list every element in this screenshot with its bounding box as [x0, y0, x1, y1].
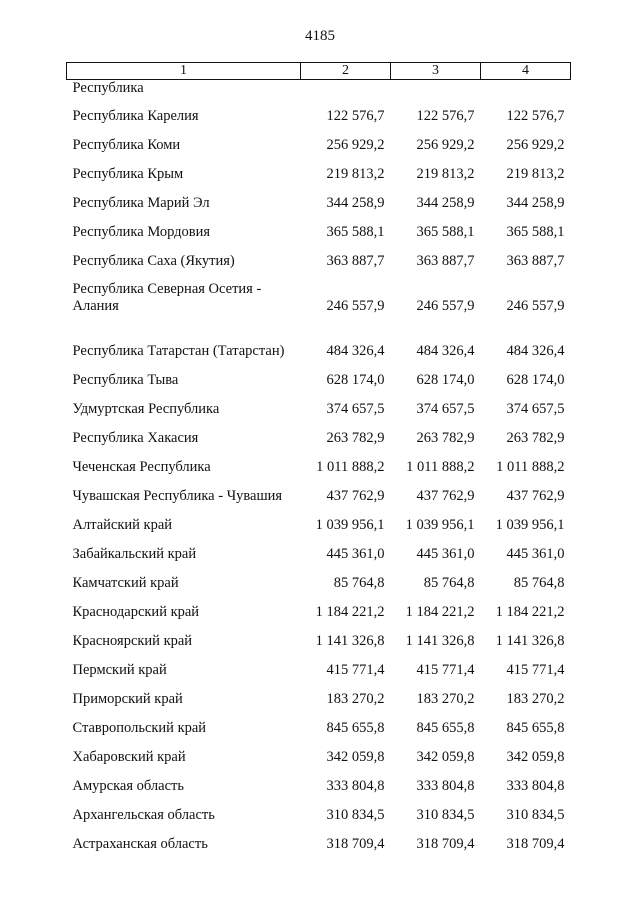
region-name: Краснодарский край — [72, 604, 200, 620]
amount-col-3: 256 929,2 — [416, 137, 475, 153]
amount-col-4: 845 655,8 — [506, 720, 565, 736]
amount-col-4: 484 326,4 — [506, 343, 565, 359]
amount-col-4: 344 258,9 — [506, 195, 565, 211]
amount-col-2: 845 655,8 — [326, 720, 385, 736]
amount-col-2: 246 557,9 — [326, 298, 385, 314]
amount-col-2: 374 657,5 — [326, 401, 385, 417]
amount-col-3: 122 576,7 — [416, 108, 475, 124]
amount-col-4: 1 184 221,2 — [495, 604, 565, 620]
amount-col-3: 628 174,0 — [416, 372, 475, 388]
amount-col-3: 85 764,8 — [423, 575, 475, 591]
amount-col-2: 415 771,4 — [326, 662, 385, 678]
amount-col-2: 183 270,2 — [326, 691, 385, 707]
table-row — [67, 213, 571, 242]
amount-col-2: 256 929,2 — [326, 137, 385, 153]
amount-col-4: 183 270,2 — [506, 691, 565, 707]
table-row — [67, 709, 571, 738]
region-name: Республика Северная Осетия - Алания — [72, 281, 262, 314]
region-name: Республика Саха (Якутия) — [72, 253, 235, 269]
amount-col-2: 484 326,4 — [326, 343, 385, 359]
amount-col-3: 845 655,8 — [416, 720, 475, 736]
amount-col-2: 122 576,7 — [326, 108, 385, 124]
amount-col-3: 415 771,4 — [416, 662, 475, 678]
amount-col-2: 437 762,9 — [326, 488, 385, 504]
amount-col-4: 437 762,9 — [506, 488, 565, 504]
amount-col-4: 342 059,8 — [506, 749, 565, 765]
amount-col-3: 310 834,5 — [416, 807, 475, 823]
amount-col-3: 263 782,9 — [416, 430, 475, 446]
region-name: Приморский край — [72, 691, 183, 707]
amount-col-2: 263 782,9 — [326, 430, 385, 446]
region-name: Амурская область — [72, 778, 184, 794]
table-row — [67, 126, 571, 155]
region-name: Хабаровский край — [72, 749, 186, 765]
header-col-4: 4 — [481, 63, 571, 80]
amount-col-4: 1 039 956,1 — [495, 517, 565, 533]
amount-col-2: 85 764,8 — [333, 575, 385, 591]
amount-col-2: 1 184 221,2 — [315, 604, 385, 620]
amount-col-3: 445 361,0 — [416, 546, 475, 562]
table-row — [67, 477, 571, 506]
region-name: Республика Тыва — [72, 372, 179, 388]
region-name: Пермский край — [72, 662, 167, 678]
amount-col-2: 333 804,8 — [326, 778, 385, 794]
amount-col-2: 1 011 888,2 — [316, 459, 385, 475]
table-row — [67, 316, 571, 361]
region-name: Чеченская Республика — [72, 459, 211, 475]
region-name: Удмуртская Республика — [72, 401, 220, 417]
amount-col-3: 365 588,1 — [416, 224, 475, 240]
amount-col-2: 365 588,1 — [326, 224, 385, 240]
region-name: Астраханская область — [72, 836, 208, 852]
amount-col-3: 333 804,8 — [416, 778, 475, 794]
amount-col-2: 628 174,0 — [326, 372, 385, 388]
section-title: Республика — [72, 80, 144, 96]
region-name: Алтайский край — [72, 517, 173, 533]
table-row — [67, 184, 571, 213]
table-row — [67, 767, 571, 796]
amount-col-2: 445 361,0 — [326, 546, 385, 562]
amount-col-4: 1 011 888,2 — [496, 459, 565, 475]
amount-col-4: 246 557,9 — [506, 298, 565, 314]
table-row — [67, 680, 571, 709]
table-row — [67, 651, 571, 680]
header-col-2: 2 — [301, 63, 391, 80]
amount-col-2: 310 834,5 — [326, 807, 385, 823]
table-row — [67, 271, 571, 316]
page-number: 4185 — [305, 28, 335, 44]
amount-col-4: 1 141 326,8 — [495, 633, 565, 649]
region-name: Республика Карелия — [72, 108, 199, 124]
table-row — [67, 796, 571, 825]
table-row — [67, 593, 571, 622]
table-row — [67, 242, 571, 271]
table-header-row — [67, 63, 571, 80]
table-row — [67, 361, 571, 390]
table-row — [67, 97, 571, 126]
amount-col-2: 344 258,9 — [326, 195, 385, 211]
region-name: Республика Татарстан (Татарстан) — [72, 343, 285, 359]
amount-col-4: 365 588,1 — [506, 224, 565, 240]
amount-col-4: 310 834,5 — [506, 807, 565, 823]
amount-col-2: 363 887,7 — [326, 253, 385, 269]
region-name: Красноярский край — [72, 633, 193, 649]
region-name: Архангельская область — [72, 807, 215, 823]
amount-col-3: 1 039 956,1 — [405, 517, 475, 533]
region-name: Республика Коми — [72, 137, 181, 153]
table-row — [67, 155, 571, 184]
amount-col-4: 219 813,2 — [506, 166, 565, 182]
region-name: Забайкальский край — [72, 546, 197, 562]
amount-col-4: 122 576,7 — [506, 108, 565, 124]
region-name: Республика Марий Эл — [72, 195, 210, 211]
amount-col-3: 1 184 221,2 — [405, 604, 475, 620]
amount-col-3: 1 011 888,2 — [406, 459, 475, 475]
section-title-row — [67, 80, 571, 98]
amount-col-4: 445 361,0 — [506, 546, 565, 562]
amount-col-4: 85 764,8 — [513, 575, 565, 591]
table-row — [67, 825, 571, 854]
amount-col-4: 415 771,4 — [506, 662, 565, 678]
amount-col-3: 344 258,9 — [416, 195, 475, 211]
amount-col-4: 256 929,2 — [506, 137, 565, 153]
table-row — [67, 535, 571, 564]
amount-col-2: 1 039 956,1 — [315, 517, 385, 533]
header-col-3: 3 — [391, 63, 481, 80]
table-row — [67, 564, 571, 593]
amount-col-3: 363 887,7 — [416, 253, 475, 269]
amount-col-4: 363 887,7 — [506, 253, 565, 269]
table-row — [67, 738, 571, 767]
amount-col-3: 246 557,9 — [416, 298, 475, 314]
amount-col-2: 1 141 326,8 — [315, 633, 385, 649]
amount-col-4: 333 804,8 — [506, 778, 565, 794]
header-col-1: 1 — [67, 63, 301, 80]
amount-col-3: 318 709,4 — [416, 836, 475, 852]
table-row — [67, 506, 571, 535]
table-row — [67, 622, 571, 651]
region-name: Камчатский край — [72, 575, 179, 591]
amount-col-3: 484 326,4 — [416, 343, 475, 359]
region-name: Республика Хакасия — [72, 430, 199, 446]
table-row — [67, 390, 571, 419]
amount-col-4: 318 709,4 — [506, 836, 565, 852]
amount-col-3: 219 813,2 — [416, 166, 475, 182]
amount-col-2: 318 709,4 — [326, 836, 385, 852]
amount-col-3: 1 141 326,8 — [405, 633, 475, 649]
amount-col-3: 342 059,8 — [416, 749, 475, 765]
amount-col-4: 628 174,0 — [506, 372, 565, 388]
region-name: Чувашская Республика - Чувашия — [72, 488, 283, 504]
region-name: Ставропольский край — [72, 720, 207, 736]
table-row — [67, 448, 571, 477]
amount-col-2: 342 059,8 — [326, 749, 385, 765]
region-name: Республика Крым — [72, 166, 184, 182]
budget-table — [66, 62, 571, 854]
amount-col-3: 183 270,2 — [416, 691, 475, 707]
region-name: Республика Мордовия — [72, 224, 211, 240]
amount-col-2: 219 813,2 — [326, 166, 385, 182]
amount-col-3: 437 762,9 — [416, 488, 475, 504]
amount-col-4: 374 657,5 — [506, 401, 565, 417]
amount-col-3: 374 657,5 — [416, 401, 475, 417]
table-row — [67, 419, 571, 448]
amount-col-4: 263 782,9 — [506, 430, 565, 446]
